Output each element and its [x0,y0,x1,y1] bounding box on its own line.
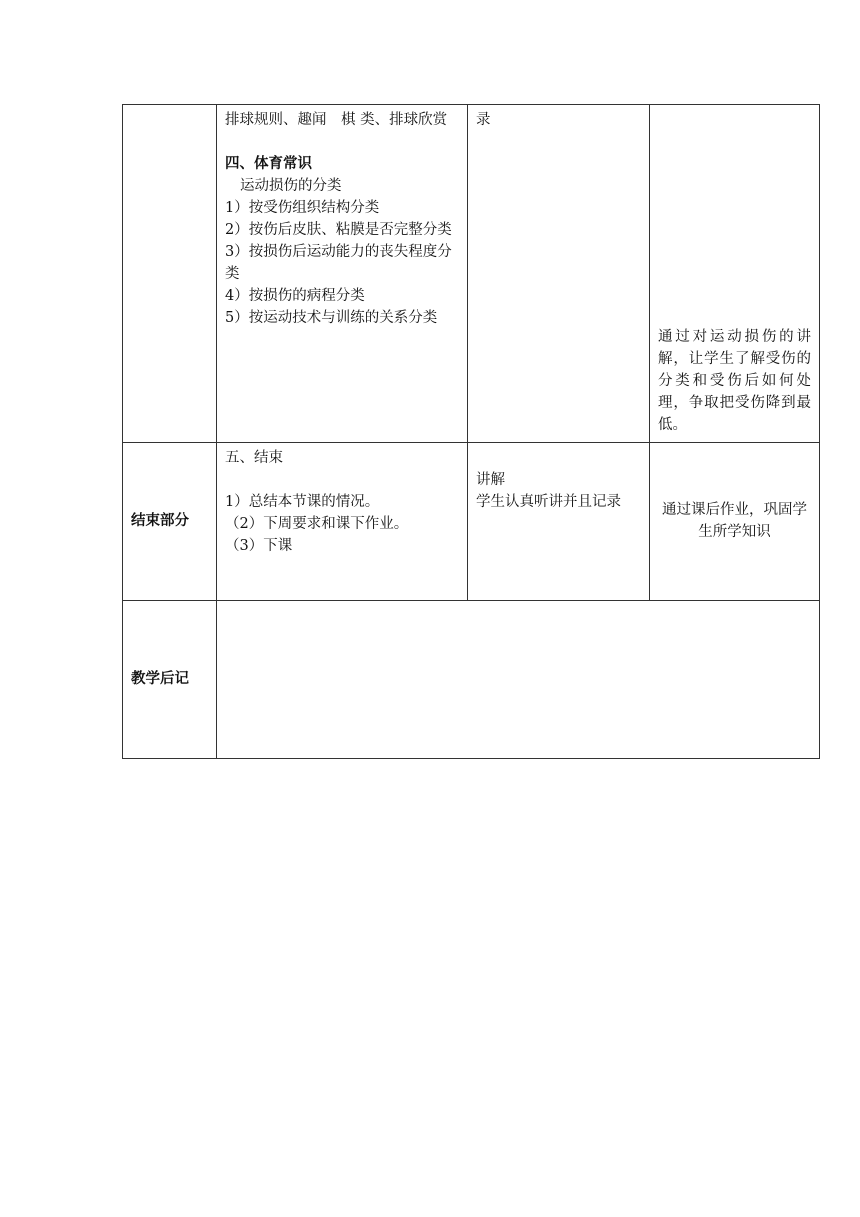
method-text: 讲解 [476,472,505,488]
table-row-end [123,443,820,601]
spacer [225,131,459,153]
method-text: 学生认真听讲并且记录 [476,494,621,510]
list-item: 1）总结本节课的情况。 [225,494,380,510]
content-cell [217,105,468,443]
table-row-notes [123,601,820,759]
section-subtitle: 运动损伤的分类 [240,178,342,194]
list-item: （3）下课 [225,538,293,554]
list-item: 2）按伤后皮肤、粘膜是否完整分类 [225,222,452,238]
method-cell [468,443,650,601]
label-cell-empty [123,105,217,443]
spacer [225,469,459,491]
section-title: 四、体育常识 [225,156,312,172]
method-cell [468,105,650,443]
section-title: 五、结束 [225,450,283,466]
table-row-continuation [123,105,820,443]
list-item: 3）按损伤后运动能力的丧失程度分类 [225,244,452,282]
row-label: 教学后记 [123,601,217,759]
list-item: 1）按受伤组织结构分类 [225,200,380,216]
row-label: 结束部分 [123,443,217,601]
purpose-cell [650,443,820,601]
list-item: 5）按运动技术与训练的关系分类 [225,310,438,326]
content-line: 排球规则、趣闻 棋 类、排球欣赏 [225,112,448,128]
list-item: （2）下周要求和课下作业。 [225,516,409,532]
list-item: 4）按损伤的病程分类 [225,288,365,304]
content-cell [217,443,468,601]
lesson-plan-table [122,104,820,759]
purpose-text: 通过课后作业，巩固学生所学知识 [662,501,807,540]
notes-cell [217,601,820,759]
method-text: 录 [476,112,491,128]
purpose-cell [650,105,820,443]
purpose-text: 通过对运动损伤的讲解，让学生了解受伤的分类和受伤后如何处理，争取把受伤降到最低。 [658,329,811,433]
